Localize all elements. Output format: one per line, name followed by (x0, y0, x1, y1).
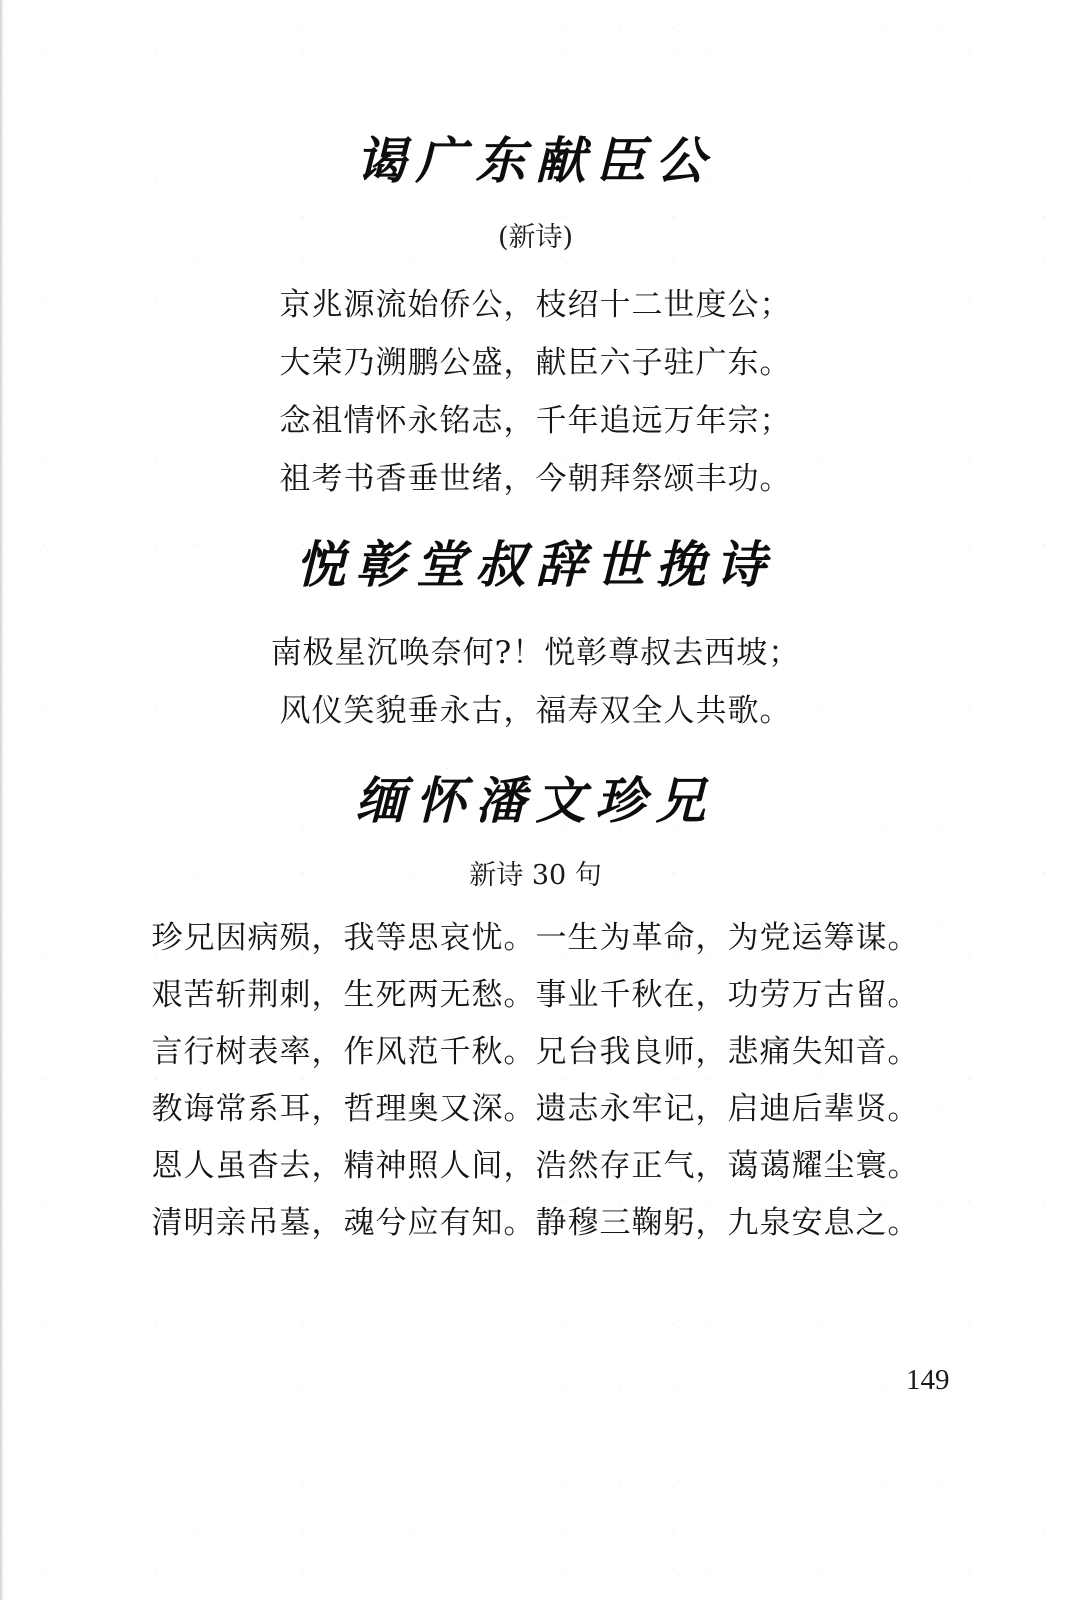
poem3-line: 教诲常系耳，哲理奥又深。遗志永牢记，启迪后辈贤。 (151, 1091, 920, 1127)
poem3-line: 恩人虽杳去，精神照人间，浩然存正气，蔼蔼耀尘寰。 (151, 1148, 920, 1184)
poem2-line: 南极星沉唤奈何?！悦彰尊叔去西坡； (270, 635, 801, 671)
poem1-line: 祖考书香垂世绪，今朝拜祭颂丰功。 (279, 461, 792, 497)
poem2-title: 悦彰堂叔辞世挽诗 (295, 535, 776, 594)
poem1-verse (0, 276, 1071, 508)
poem3-line: 艰苦斩荆刺，生死两无愁。事业千秋在，功劳万古留。 (151, 977, 920, 1013)
poem1-line: 京兆源流始侨公，枝绍十二世度公； (279, 287, 792, 323)
poem2-verse (0, 624, 1071, 740)
poem1-subtitle: (新诗) (497, 222, 574, 253)
poem3-line: 言行树表率，作风范千秋。兄台我良师，悲痛失知音。 (151, 1034, 920, 1070)
poem3-title: 缅怀潘文珍兄 (355, 771, 716, 830)
poem3-line: 珍兄因病殒，我等思哀忧。一生为革命，为党运筹谋。 (151, 920, 920, 956)
poem3-verse (0, 910, 1071, 1252)
poem3-subtitle: 新诗 30 句 (469, 860, 602, 891)
poem3-line: 清明亲吊墓，魂兮应有知。静穆三鞠躬，九泉安息之。 (151, 1205, 920, 1241)
poem2-line: 风仪笑貌垂永古，福寿双全人共歌。 (279, 693, 792, 729)
poem1-title: 谒广东献臣公 (355, 131, 716, 190)
poem1-line: 念祖情怀永铭志，千年追远万年宗； (279, 403, 792, 439)
poem1-line: 大荣乃溯鹏公盛，献臣六子驻广东。 (279, 345, 792, 381)
page-number: 149 (906, 1364, 950, 1396)
